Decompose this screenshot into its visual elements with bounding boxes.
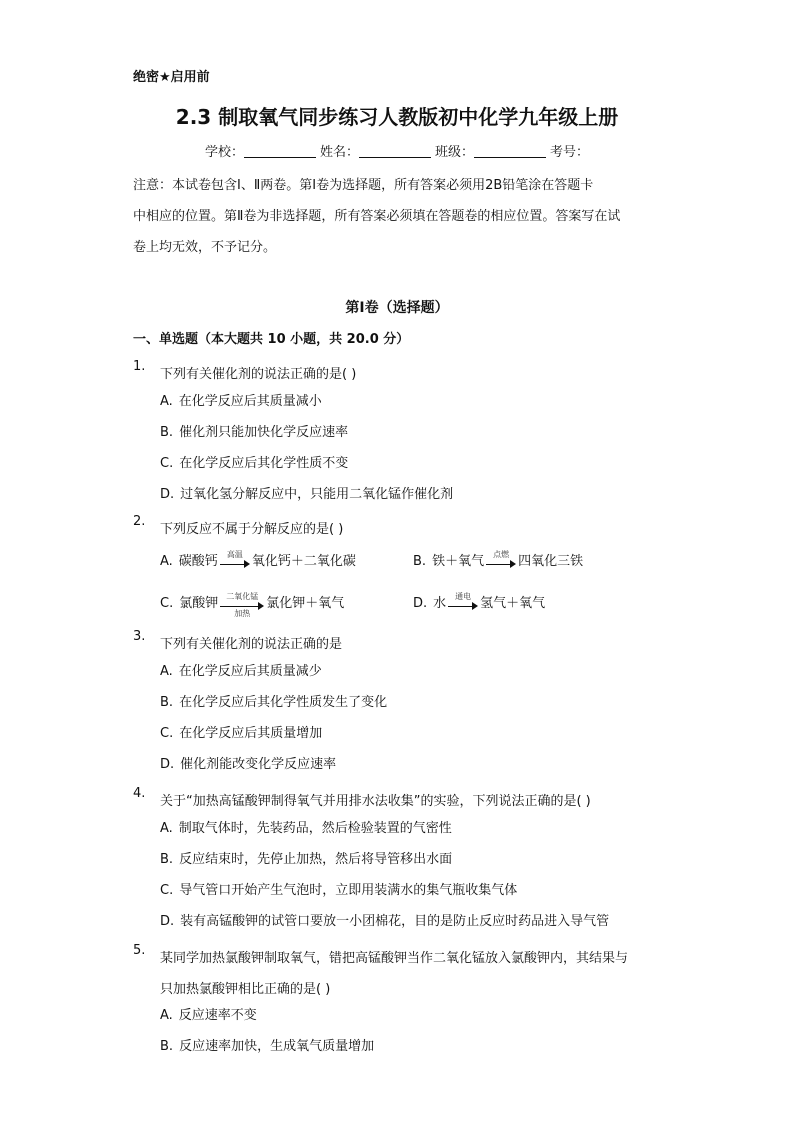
q2-option-b: B. 铁＋氧气 点燃 四氧化三铁 [413, 549, 584, 569]
student-info-line [0, 141, 794, 160]
q4-option-c: C. 导气管口开始产生气泡时，立即用装满水的集气瓶收集气体 [160, 883, 518, 898]
class-blank [474, 145, 546, 158]
question-text: 下列反应不属于分解反应的是( ) [160, 522, 344, 537]
notice-line-1: 注意：本试卷包含Ⅰ、Ⅱ两卷。第Ⅰ卷为选择题，所有答案必须用2B铅笔涂在答题卡 [133, 178, 594, 193]
section-title: 第Ⅰ卷（选择题） [345, 300, 449, 316]
question-number: 2. [133, 514, 146, 529]
q3-option-b: B. 在化学反应后其化学性质发生了变化 [160, 695, 388, 710]
page-title: 2.3 制取氧气同步练习人教版初中化学九年级上册 [175, 105, 619, 129]
confidential-seal: 绝密★启用前 [133, 70, 210, 85]
q3-option-a: A. 在化学反应后其质量减少 [160, 664, 322, 679]
notice-line-3: 卷上均无效，不予记分。 [133, 240, 277, 255]
reaction-arrow-icon: 二氧化锰 加热 [220, 597, 264, 611]
reaction-arrow-icon: 高温 [220, 555, 250, 569]
q2-option-c: C. 氯酸钾 二氧化锰 加热 氯化钾＋氧气 [160, 591, 345, 618]
notice-line-2: 中相应的位置。第Ⅱ卷为非选择题，所有答案必须填在答题卷的相应位置。答案写在试 [133, 209, 621, 224]
question-text: 下列有关催化剂的说法正确的是( ) [160, 367, 357, 382]
question-number: 1. [133, 359, 146, 374]
question-text [160, 943, 670, 1005]
q1-option-d: D. 过氧化氢分解反应中，只能用二氧化锰作催化剂 [160, 487, 454, 502]
reaction-arrow-icon: 通电 [448, 597, 478, 611]
school-label: 学校： [204, 145, 244, 160]
q5-option-a: A. 反应速率不变 [160, 1008, 257, 1023]
reaction-arrow-icon: 点燃 [486, 555, 516, 569]
q4-option-b: B. 反应结束时，先停止加热，然后将导管移出水面 [160, 852, 453, 867]
q2-option-a: A. 碳酸钙 高温 氧化钙＋二氧化碳 [160, 549, 356, 569]
q4-option-a: A. 制取气体时，先装药品，然后检验装置的气密性 [160, 821, 452, 836]
question-text: 下列有关催化剂的说法正确的是 [160, 637, 343, 652]
question-line-1: 某同学加热氯酸钾制取氧气，错把高锰酸钾当作二氧化锰放入氯酸钾内，其结果与 [160, 951, 629, 966]
q5-option-b: B. 反应速率加快，生成氧气质量增加 [160, 1039, 375, 1054]
q1-option-b: B. 催化剂只能加快化学反应速率 [160, 425, 349, 440]
question-line-2: 只加热氯酸钾相比正确的是( ) [160, 982, 331, 997]
q3-option-c: C. 在化学反应后其质量增加 [160, 726, 323, 741]
question-text: 关于“加热高锰酸钾制得氧气并用排水法收集”的实验，下列说法正确的是( ) [160, 794, 591, 809]
question-number: 3. [133, 629, 146, 644]
q2-option-d: D. 水 通电 氢气＋氧气 [413, 591, 546, 611]
exam-notice [133, 170, 663, 263]
exam-number-label: 考号： [550, 145, 590, 160]
section-subtitle: 一、单选题（本大题共 10 小题，共 20.0 分） [133, 332, 410, 347]
q1-option-a: A. 在化学反应后其质量减小 [160, 394, 322, 409]
question-number: 4. [133, 786, 146, 801]
name-label: 姓名： [319, 145, 359, 160]
class-label: 班级： [435, 145, 475, 160]
q1-option-c: C. 在化学反应后其化学性质不变 [160, 456, 349, 471]
name-blank [359, 145, 431, 158]
question-number: 5. [133, 943, 146, 958]
q3-option-d: D. 催化剂能改变化学反应速率 [160, 757, 337, 772]
school-blank [244, 145, 316, 158]
q4-option-d: D. 装有高锰酸钾的试管口要放一小团棉花，目的是防止反应时药品进入导气管 [160, 914, 610, 929]
